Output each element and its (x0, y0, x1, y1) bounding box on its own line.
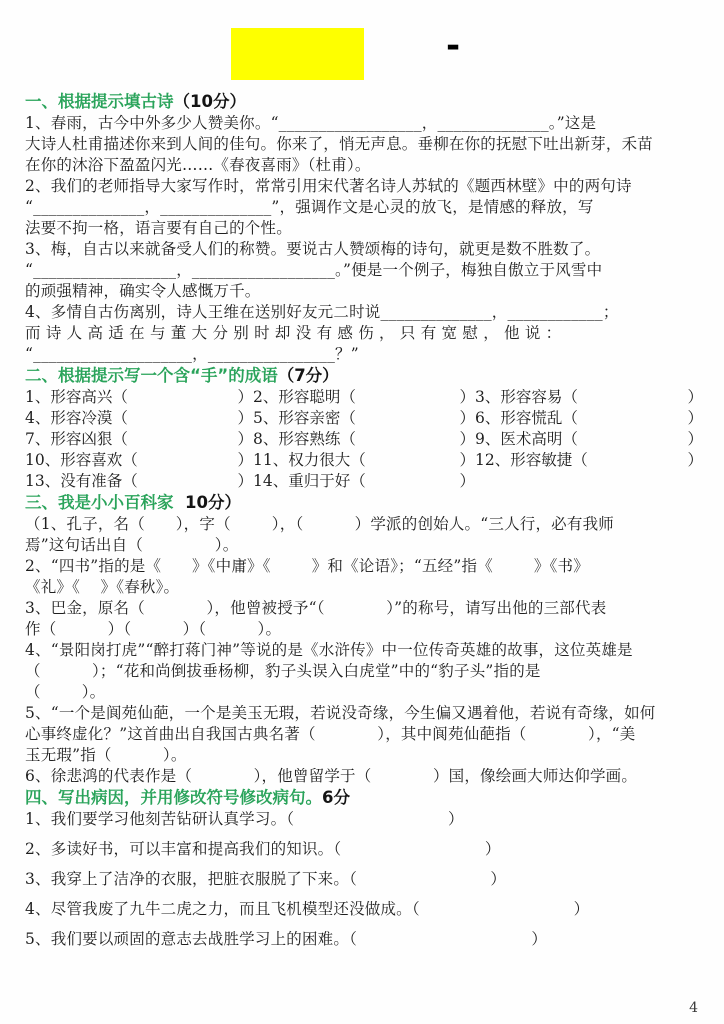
text-line: “______________，______________”，强调作文是心灵的放飞，是情感的释放，写 (25, 198, 594, 216)
idiom-item (475, 429, 703, 450)
text-line: “____________________，________________？” (25, 345, 359, 363)
text-line: （ ）。 (25, 683, 106, 701)
answer-gap (578, 387, 688, 408)
text-line: 4、“景阳岗打虎”“醉打蒋门神”等说的是《水浒传》中一位传奇英雄的故事，这位英雄是 (25, 641, 633, 659)
idiom-item (253, 471, 475, 492)
close-paren: ） (459, 409, 475, 427)
text-line: 6、徐悲鸿的代表作是（ ），他曾留学于（ ）国，像绘画大师达仰学画。 (25, 767, 638, 785)
idiom-item (253, 387, 475, 408)
text-line: 的顽强精神，确实令人感慨万千。 (25, 282, 261, 300)
close-paren: ） (459, 451, 475, 469)
text-line: 而 诗 人 高 适 在 与 董 大 分 别 时 却 没 有 感 伤 ， 只 有 宽 慰 ， 他 说 ： (25, 324, 562, 342)
answer-gap (356, 408, 460, 429)
dash-mark: - (446, 26, 461, 66)
text-line: 5、“一个是阆苑仙葩，一个是美玉无瑕，若说没奇缘，今生偏又遇着他，若说有奇缘，如何 (25, 704, 656, 722)
text-line: 焉”这句话出自（ ）。 (25, 536, 239, 554)
redacted-title-highlight (231, 28, 364, 80)
answer-gap (128, 408, 238, 429)
answer-gap (128, 387, 238, 408)
answer-gap (138, 450, 238, 471)
close-paren: ） (237, 409, 253, 427)
section2-heading (25, 365, 703, 387)
idiom-item (25, 387, 253, 408)
section1-score: （10分） (173, 92, 246, 111)
section4-heading (25, 787, 703, 809)
answer-gap (128, 429, 238, 450)
text-line: 心事终虚化？”这首曲出自我国古典名著（ ），其中阆苑仙葩指（ ），“美 (25, 725, 636, 743)
close-paren: ） (687, 451, 703, 469)
idiom-label: 13、没有准备（ (25, 472, 138, 490)
idiom-item (253, 408, 475, 429)
idiom-item (475, 387, 703, 408)
close-paren: ） (459, 472, 475, 490)
close-paren: ） (237, 388, 253, 406)
answer-gap (356, 429, 460, 450)
idiom-item (253, 450, 475, 471)
idiom-label: 11、权力很大（ (253, 451, 366, 469)
text-line: 1、春雨，古今中外多少人赞美你。“__________________，______________。”这是 (25, 114, 597, 132)
text-line: 大诗人杜甫描述你来到人间的佳句。你来了，悄无声息。垂柳在你的抚慰下吐出新芽，禾苗 (25, 135, 654, 153)
idiom-label: 6、形容慌乱（ (475, 409, 578, 427)
section4-title: 四、写出病因，并用修改符号修改病句。 (25, 788, 322, 807)
answer-gap (578, 408, 688, 429)
text-line: 3、巴金，原名（ ），他曾被授予“（ ）”的称号，请写出他的三部代表 (25, 599, 607, 617)
text-line: （1、孔子，名（ ），字（ ），（ ）学派的创始人。“三人行，必有我师 (25, 515, 614, 533)
section1-title: 一、根据提示填古诗 (25, 92, 174, 111)
idiom-item (25, 429, 253, 450)
idiom-grid (25, 387, 703, 492)
text-line: 法要不拘一格，语言要有自己的个性。 (25, 219, 292, 237)
text-line: “__________________，__________________。”便是一个例子，梅独自傲立于风雪中 (25, 261, 603, 279)
answer-gap (138, 471, 238, 492)
close-paren: ） (237, 451, 253, 469)
close-paren: ） (687, 409, 703, 427)
text-line: 2、“四书”指的是《 》《中庸》《 》和《论语》；“五经”指《 》《书》 (25, 557, 589, 575)
text-line: 2、多读好书，可以丰富和提高我们的知识。（ ） (25, 840, 501, 858)
text-line: 1、我们要学习他刻苦钻研认真学习。（ ） (25, 810, 464, 828)
idiom-label: 10、形容喜欢（ (25, 451, 138, 469)
section1-heading (25, 91, 703, 113)
answer-gap (356, 387, 460, 408)
section3-title: 三、我是小小百科家 (25, 493, 174, 512)
idiom-label: 3、形容容易（ (475, 388, 578, 406)
text-line: 3、我穿上了洁净的衣服，把脏衣服脱了下来。（ ） (25, 870, 507, 888)
text-line: 4、尽管我废了九牛二虎之力，而且飞机模型还没做成。（ ） (25, 900, 590, 918)
idiom-label: 7、形容凶狠（ (25, 430, 128, 448)
close-paren: ） (459, 430, 475, 448)
text-line: 3、梅，自古以来就备受人们的称赞。要说古人赞颂梅的诗句，就更是数不胜数了。 (25, 240, 601, 258)
section2-score: （7分） (277, 366, 339, 385)
text-line: 在你的沐浴下盈盈闪光……《春夜喜雨》（杜甫）。 (25, 156, 371, 174)
idiom-label: 4、形容冷漠（ (25, 409, 128, 427)
close-paren: ） (687, 430, 703, 448)
close-paren: ） (687, 388, 703, 406)
answer-gap (588, 450, 688, 471)
idiom-item (25, 450, 253, 471)
text-line: （ ）；“花和尚倒拔垂杨柳，豹子头误入白虎堂”中的“豹子头”指的是 (25, 662, 541, 680)
idiom-label: 14、重归于好（ (253, 472, 366, 490)
idiom-label: 2、形容聪明（ (253, 388, 356, 406)
answer-gap (366, 471, 460, 492)
section4-score: 6分 (322, 788, 350, 807)
idiom-item (475, 450, 703, 471)
idiom-item (475, 408, 703, 429)
section3-score: 10分） (173, 493, 241, 512)
idiom-item (25, 471, 253, 492)
text-line: 4、多情自古伤离别，诗人王维在送别好友元二时说______________，____________； (25, 303, 619, 321)
section3-heading (25, 492, 703, 514)
worksheet-content (25, 91, 703, 959)
idiom-item (253, 429, 475, 450)
close-paren: ） (459, 388, 475, 406)
text-line: 2、我们的老师指导大家写作时，常常引用宋代著名诗人苏轼的《题西林壁》中的两句诗 (25, 177, 632, 195)
text-line: 《礼》《 》《春秋》。 (25, 578, 180, 596)
text-line: 玉无瑕”指（ ）。 (25, 746, 187, 764)
answer-gap (366, 450, 460, 471)
idiom-item (25, 408, 253, 429)
idiom-label: 8、形容熟练（ (253, 430, 356, 448)
page-number: 4 (689, 1000, 698, 1016)
close-paren: ） (237, 472, 253, 490)
section2-title: 二、根据提示写一个含“手”的成语 (25, 366, 278, 385)
idiom-label: 9、医术高明（ (475, 430, 578, 448)
answer-gap (578, 429, 688, 450)
text-line: 作（ ）（ ）（ ）。 (25, 620, 282, 638)
idiom-label: 12、形容敏捷（ (475, 451, 588, 469)
text-line: 5、我们要以顽固的意志去战胜学习上的困难。（ ） (25, 930, 548, 948)
idiom-label: 5、形容亲密（ (253, 409, 356, 427)
close-paren: ） (237, 430, 253, 448)
idiom-label: 1、形容高兴（ (25, 388, 128, 406)
